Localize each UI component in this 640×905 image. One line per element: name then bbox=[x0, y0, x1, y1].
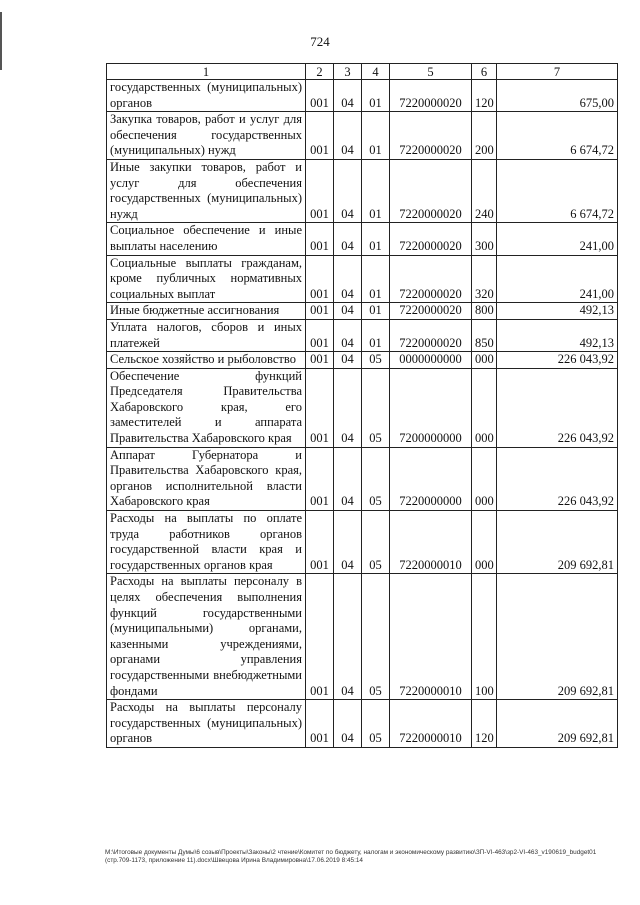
amount: 492,13 bbox=[497, 319, 618, 351]
header-cell: 4 bbox=[362, 64, 390, 80]
amount: 241,00 bbox=[497, 255, 618, 303]
header-cell: 6 bbox=[472, 64, 497, 80]
header-cell: 1 bbox=[107, 64, 306, 80]
amount: 226 043,92 bbox=[497, 352, 618, 369]
table-row bbox=[107, 159, 618, 222]
header-cell: 5 bbox=[390, 64, 472, 80]
subsection-code: 05 bbox=[362, 700, 390, 748]
table-row bbox=[107, 447, 618, 510]
subsection-code: 01 bbox=[362, 255, 390, 303]
ministry-code: 001 bbox=[306, 319, 334, 351]
table-row bbox=[107, 112, 618, 160]
target-article-code: 7220000020 bbox=[390, 80, 472, 112]
ministry-code: 001 bbox=[306, 255, 334, 303]
ministry-code: 001 bbox=[306, 368, 334, 447]
subsection-code: 05 bbox=[362, 511, 390, 574]
expense-name: Уплата налогов, сборов и иных платежей bbox=[107, 319, 306, 351]
subsection-code: 01 bbox=[362, 80, 390, 112]
ministry-code: 001 bbox=[306, 447, 334, 510]
target-article-code: 7220000020 bbox=[390, 223, 472, 255]
section-code: 04 bbox=[334, 511, 362, 574]
amount: 209 692,81 bbox=[497, 511, 618, 574]
expense-type-code: 120 bbox=[472, 700, 497, 748]
expense-name: Иные бюджетные ассигнования bbox=[107, 303, 306, 320]
target-article-code: 7220000020 bbox=[390, 255, 472, 303]
subsection-code: 05 bbox=[362, 574, 390, 700]
table-row bbox=[107, 319, 618, 351]
document-path-footer: М:\Итоговые документы Думы\6 созыв\Проекты\Законы\2 чтение\Комитет по бюджету, налогам и экономическому развитию\ЗП-VI-463\зр2-VI-463_v190619_budget01 (стр.709-1173, приложение 11).docx\Швецова Ирина Владимировна\17.06.2019 8:45:14 bbox=[105, 849, 597, 865]
table-row bbox=[107, 700, 618, 748]
amount: 675,00 bbox=[497, 80, 618, 112]
subsection-code: 05 bbox=[362, 352, 390, 369]
target-article-code: 7220000020 bbox=[390, 159, 472, 222]
table-row bbox=[107, 511, 618, 574]
page-number: 724 bbox=[310, 34, 330, 49]
expense-type-code: 100 bbox=[472, 574, 497, 700]
ministry-code: 001 bbox=[306, 511, 334, 574]
subsection-code: 01 bbox=[362, 303, 390, 320]
expense-name: Расходы на выплаты персоналу в целях обеспечения выполнения функций государственными (муниципальными) органами, казенными учреждениями, органами управления государственными внебюджетными фондами bbox=[107, 574, 306, 700]
section-code: 04 bbox=[334, 368, 362, 447]
amount: 209 692,81 bbox=[497, 574, 618, 700]
target-article-code: 7220000020 bbox=[390, 303, 472, 320]
subsection-code: 05 bbox=[362, 368, 390, 447]
expense-name: государственных (муниципальных) органов bbox=[107, 80, 306, 112]
subsection-code: 01 bbox=[362, 223, 390, 255]
section-code: 04 bbox=[334, 80, 362, 112]
section-code: 04 bbox=[334, 447, 362, 510]
header-row bbox=[107, 64, 618, 80]
amount: 6 674,72 bbox=[497, 112, 618, 160]
amount: 6 674,72 bbox=[497, 159, 618, 222]
section-code: 04 bbox=[334, 700, 362, 748]
section-code: 04 bbox=[334, 303, 362, 320]
expense-type-code: 200 bbox=[472, 112, 497, 160]
expense-name: Социальное обеспечение и иные выплаты населению bbox=[107, 223, 306, 255]
section-code: 04 bbox=[334, 223, 362, 255]
expense-type-code: 850 bbox=[472, 319, 497, 351]
expense-type-code: 000 bbox=[472, 368, 497, 447]
expense-type-code: 320 bbox=[472, 255, 497, 303]
subsection-code: 01 bbox=[362, 112, 390, 160]
expense-name: Социальные выплаты гражданам, кроме публичных нормативных социальных выплат bbox=[107, 255, 306, 303]
ministry-code: 001 bbox=[306, 223, 334, 255]
subsection-code: 05 bbox=[362, 447, 390, 510]
section-code: 04 bbox=[334, 352, 362, 369]
amount: 209 692,81 bbox=[497, 700, 618, 748]
section-code: 04 bbox=[334, 255, 362, 303]
section-code: 04 bbox=[334, 112, 362, 160]
ministry-code: 001 bbox=[306, 700, 334, 748]
header-cell: 2 bbox=[306, 64, 334, 80]
amount: 226 043,92 bbox=[497, 368, 618, 447]
table-row bbox=[107, 574, 618, 700]
table-row bbox=[107, 223, 618, 255]
expense-type-code: 800 bbox=[472, 303, 497, 320]
header-cell: 7 bbox=[497, 64, 618, 80]
target-article-code: 7220000010 bbox=[390, 574, 472, 700]
target-article-code: 7220000010 bbox=[390, 511, 472, 574]
section-code: 04 bbox=[334, 319, 362, 351]
header-cell: 3 bbox=[334, 64, 362, 80]
expense-name: Закупка товаров, работ и услуг для обеспечения государственных (муниципальных) нужд bbox=[107, 112, 306, 160]
amount: 241,00 bbox=[497, 223, 618, 255]
expense-type-code: 000 bbox=[472, 352, 497, 369]
expense-type-code: 240 bbox=[472, 159, 497, 222]
amount: 492,13 bbox=[497, 303, 618, 320]
ministry-code: 001 bbox=[306, 80, 334, 112]
section-code: 04 bbox=[334, 159, 362, 222]
expense-name: Аппарат Губернатора и Правительства Хабаровского края, органов исполнительной власти Хабаровского края bbox=[107, 447, 306, 510]
table-row bbox=[107, 368, 618, 447]
ministry-code: 001 bbox=[306, 303, 334, 320]
expense-type-code: 300 bbox=[472, 223, 497, 255]
table-row bbox=[107, 80, 618, 112]
target-article-code: 7220000010 bbox=[390, 700, 472, 748]
expense-type-code: 120 bbox=[472, 80, 497, 112]
expense-name: Сельское хозяйство и рыболовство bbox=[107, 352, 306, 369]
subsection-code: 01 bbox=[362, 319, 390, 351]
table-row bbox=[107, 352, 618, 369]
expense-name: Расходы на выплаты персоналу государственных (муниципальных) органов bbox=[107, 700, 306, 748]
table-row bbox=[107, 255, 618, 303]
ministry-code: 001 bbox=[306, 159, 334, 222]
table-row bbox=[107, 303, 618, 320]
section-code: 04 bbox=[334, 574, 362, 700]
target-article-code: 7220000000 bbox=[390, 447, 472, 510]
ministry-code: 001 bbox=[306, 112, 334, 160]
amount: 226 043,92 bbox=[497, 447, 618, 510]
expense-type-code: 000 bbox=[472, 447, 497, 510]
ministry-code: 001 bbox=[306, 574, 334, 700]
target-article-code: 7220000020 bbox=[390, 319, 472, 351]
ministry-code: 001 bbox=[306, 352, 334, 369]
budget-table bbox=[106, 63, 618, 748]
target-article-code: 7200000000 bbox=[390, 368, 472, 447]
target-article-code: 0000000000 bbox=[390, 352, 472, 369]
expense-name: Обеспечение функций Председателя Правительства Хабаровского края, его заместителей и аппарата Правительства Хабаровского края bbox=[107, 368, 306, 447]
expense-type-code: 000 bbox=[472, 511, 497, 574]
subsection-code: 01 bbox=[362, 159, 390, 222]
expense-name: Расходы на выплаты по оплате труда работников органов государственной власти края и государственных органов края bbox=[107, 511, 306, 574]
target-article-code: 7220000020 bbox=[390, 112, 472, 160]
expense-name: Иные закупки товаров, работ и услуг для обеспечения государственных (муниципальных) нужд bbox=[107, 159, 306, 222]
